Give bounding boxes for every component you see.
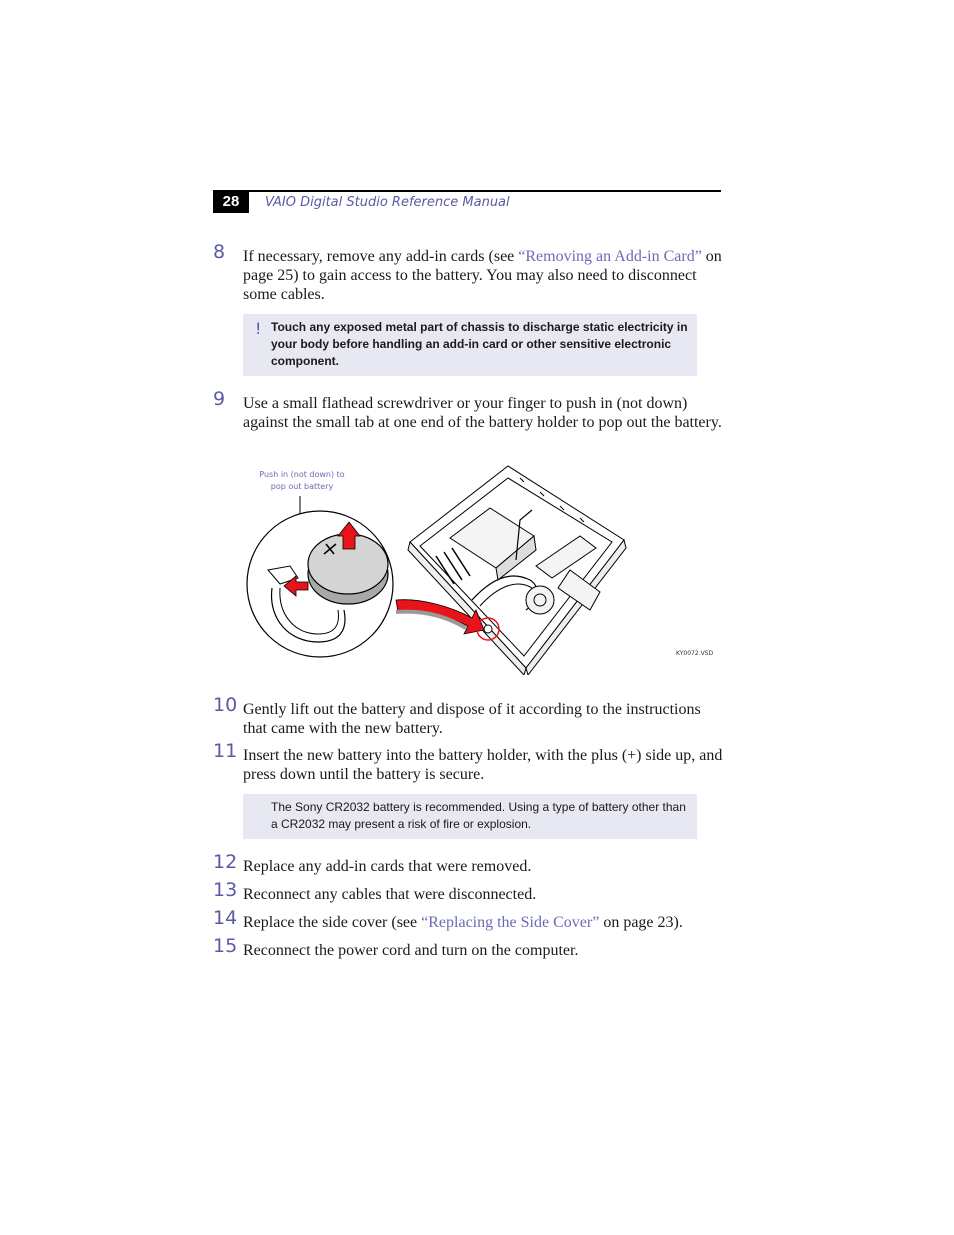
step-number: 9: [213, 388, 226, 410]
step-number: 15: [213, 935, 238, 957]
cross-reference-link[interactable]: “Replacing the Side Cover”: [421, 914, 600, 931]
magnified-detail: [247, 511, 393, 657]
callout-line: pop out battery: [270, 482, 334, 491]
step-text: Insert the new battery into the battery holder, with the plus (+) side up, and press down until the battery is secure.: [243, 747, 723, 783]
step-number: 13: [213, 879, 238, 901]
step-text-part: on page 25) to gain access to the battery. You may also need to disconnect some cables.: [243, 248, 722, 303]
caution-text: Touch any exposed metal part of chassis to discharge static electricity in your body before handling an add-in card or other sensitive electronic component.: [271, 320, 688, 368]
step-number: 10: [213, 694, 238, 716]
running-title: VAIO Digital Studio Reference Manual: [265, 195, 510, 210]
battery-note: [243, 794, 697, 839]
step-text: Reconnect any cables that were disconnected.: [243, 886, 537, 903]
header-rule: [213, 190, 721, 192]
caution-mark: !: [255, 319, 262, 338]
step-number: 14: [213, 907, 238, 929]
step-number: 12: [213, 851, 238, 873]
callout-line: Push in (not down) to: [259, 470, 345, 479]
step-text: Gently lift out the battery and dispose of it according to the instructions that came with the new battery.: [243, 701, 701, 737]
step-text: Replace any add-in cards that were removed.: [243, 858, 532, 875]
step-text: [243, 913, 727, 932]
step-text-part: If necessary, remove any add-in cards (see: [243, 248, 519, 265]
computer-chassis: [408, 466, 626, 675]
battery-removal-illustration: [240, 460, 660, 675]
step-number: 11: [213, 740, 238, 762]
battery-note-text: The Sony CR2032 battery is recommended. Using a type of battery other than a CR2032 may present a risk of fire or explosion.: [271, 800, 686, 831]
step-text: [243, 247, 727, 304]
battery-location: [484, 625, 492, 633]
page-number: 28: [213, 190, 249, 213]
step-text-part: on page 23).: [599, 914, 683, 931]
figure-id: KY0072.VSD: [676, 650, 714, 657]
step-text: Use a small flathead screwdriver or your finger to push in (not down) against the small tab at one end of the battery holder to pop out the battery.: [243, 395, 722, 431]
caution-note: [243, 314, 697, 376]
step-text: Reconnect the power cord and turn on the computer.: [243, 942, 579, 959]
step-number: 8: [213, 241, 226, 263]
step-text-part: Replace the side cover (see: [243, 914, 422, 931]
cross-reference-link[interactable]: “Removing an Add-in Card”: [518, 248, 702, 265]
